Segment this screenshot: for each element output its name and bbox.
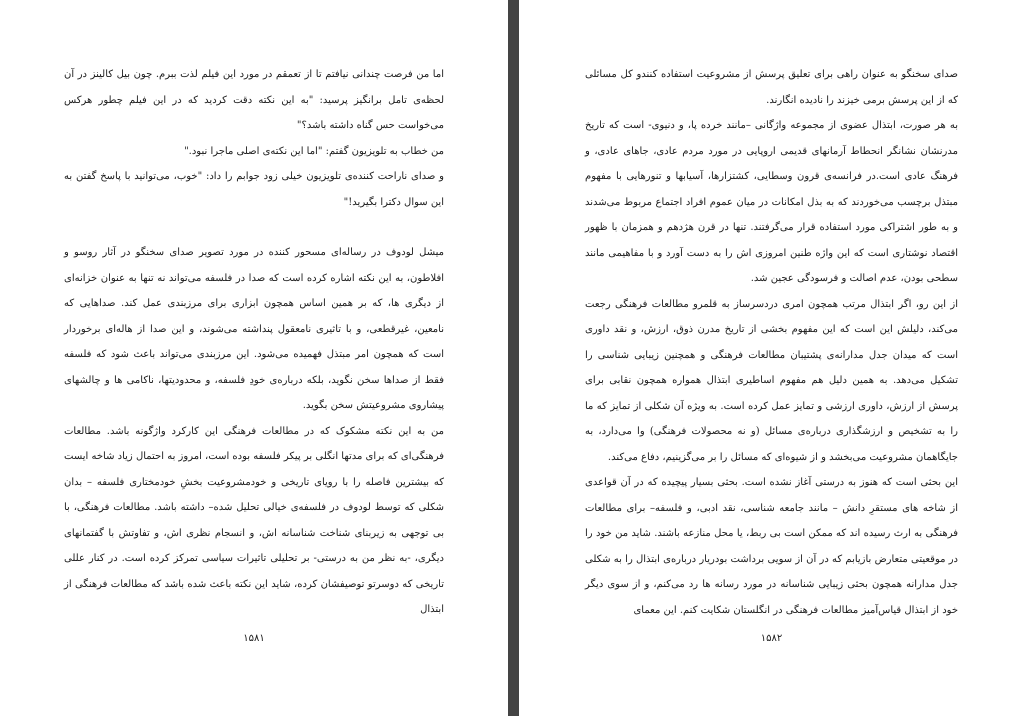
paragraph: و صدای ناراحت کننده‌ی تلویزیون خیلی زود جوابم را داد: "خوب، می‌توانید با پاسخ گفتن به این سوال دکترا بگیرید!" [64,171,444,208]
page-number: ۱۵۸۲ [760,633,783,644]
paragraph: صدای سخنگو به عنوان راهی برای تعلیق پرسش از مشروعیت استفاده کنندو کل مسائلی که از این پرسش برمی خیزند را نادیده انگارند. [585,69,958,106]
paragraph: به هر صورت، ابتذال عضوی از مجموعه واژگانی –مانند خرده پا، و دنیوی- است که تاریخ مدرنشان نشانگر انحطاط آرمانهای قدیمی اروپایی در مورد مردم عادی، جاهای عادی، و فرهنگ عادی است.در فرانسه‌ی قرون وسطایی، کشتزارها، آسیابها و تنورهایی با مفهوم مبتذل برچسب می‌خوردند که به بذل امکانات در میان عموم افراد اجتماع مربوط می‌شدند و به طور اشتراکی مورد استفاده قرار می‌گرفتند. تنها در قرن هژدهم و همزمان با ظهور اقتصاد نوشتاری است که این واژه طنین امروزی اش را به دست آورد و با مفاهیمی مانند سطحی بودن، عدم اصالت و فرسودگی عجین شد. [585,120,958,284]
left-page [0,0,508,716]
page-number: ۱۵۸۱ [243,633,265,644]
paragraph: من به این نکته مشکوک که در مطالعات فرهنگی این کارکرد واژگونه باشد. مطالعات فرهنگی‌ای که برای مدتها انگلی بر پیکر فلسفه بوده است، امروز به احتمال زیاد شاخه ایست که بیشترین فاصله را با رویای تاریخی و خودمشروعیت بخشِ خودمختاری فلسفه – بدان شکلی که توسط لودوف در فلسفه‌ی خیالی تحلیل شده– داشته باشد. مطالعات فرهنگی، با بی توجهی به زیربنای شناخت شناسانه اش، و انسجام نظری اش، و تفاوتش با گفتمانهای دیگری، -به نظر من به درستی- بر تحلیلی تاثیرات سیاسی تمرکز کرده است. در کنار عللی تاریخی که دوسرتو توصیفشان کرده، شاید این نکته باعث شده باشد که مطالعات فرهنگی از ابتذال [64,425,444,615]
paragraph: از این رو، اگر ابتذال مرتب همچون امری دردسرساز به قلمرو مطالعات فرهنگی رجعت می‌کند، دلیلش این است که این مفهوم بخشی از تاریخ مدرن ذوق، ارزش، و نقد داوری است که میدان جدل مدارانه‌ی پشتیبان مطالعات فرهنگی و همچنین زیبایی شناسی را تشکیل می‌دهد. به همین دلیل هم مفهوم اساطیری ابتذال همواره همچون نقابی برای پرسش از ارزش، داوری ارزشی و تمایز عمل کرده است. به ویژه آن شکلی از تمایز که ما را به تشخیص و ارزشگذاری درباره‌ی مسائل (و نه محصولات فرهنگی) وا می‌دارد، به جایگاهمان مشروعیت می‌بخشد و از شیوه‌ای که مسائل را بر می‌گزینیم، دفاع می‌کند. [585,298,958,463]
right-page-text [585,62,958,623]
paragraph: اما من فرصت چندانی نیافتم تا از تعمقم در مورد این فیلم لذت ببرم. چون بیل کالینز در آن لحظه‌ی تامل برانگیز پرسید: "به این نکته دقت کردید که در این فیلم چطور هرکس می‌خواست حس گناه داشته باشد؟" [64,69,444,131]
right-page [519,0,1024,716]
left-page-text [64,62,444,623]
paragraph: من خطاب به تلویزیون گفتم: "اما این نکته‌ی اصلی ماجرا نبود." [184,145,444,157]
paragraph: میشل لودوف در رساله‌ای مسحور کننده در مورد تصویر صدای سخنگو در آثار روسو و افلاطون، به این نکته اشاره کرده است که صدا در فلسفه می‌تواند نه تنها به عنوان خزانه‌ای از دیگری ها، که بر همین اساس همچون ابزاری برای مرزبندی عمل کند. صداهایی که نامعین، غیرقطعی، و با تاثیری نامعقول پنداشته می‌شوند، و این صدا از هاله‌ای برخوردار است که همچون امر مبتذل فهمیده می‌شود. این مرزبندی می‌تواند باعث شود که فلسفه فقط از صداها سخن نگوید، بلکه درباره‌ی خودِ فلسفه، و محدودیتها، ناکامی ها و چالشهای پیشاروی مشروعیتش سخن بگوید. [64,247,444,411]
paragraph: این بحثی است که هنوز به درستی آغاز نشده است. بحثی بسیار پیچیده که در آن قواعدی از شاخه های مستقرِ دانش – مانند جامعه شناسی، نقد ادبی، و فلسفه– برای مطالعات فرهنگی به ارث رسیده اند که ممکن است بی ربط، یا محل منازعه باشند. شاید من خود را در موقعیتی متعارض بازیابم که در آن از سویی برداشت بودریار درباره‌ی ابتذال را به شکلی جدل مدارانه همچون بحثی زیبایی شناسانه در مورد رسانه ها رد می‌کنم، و از سوی دیگر خود از ابتذال قیاس‌آمیز مطالعات فرهنگی در انگلستان شکایت کنم. این معمای [585,477,958,616]
page-gutter [508,0,519,716]
